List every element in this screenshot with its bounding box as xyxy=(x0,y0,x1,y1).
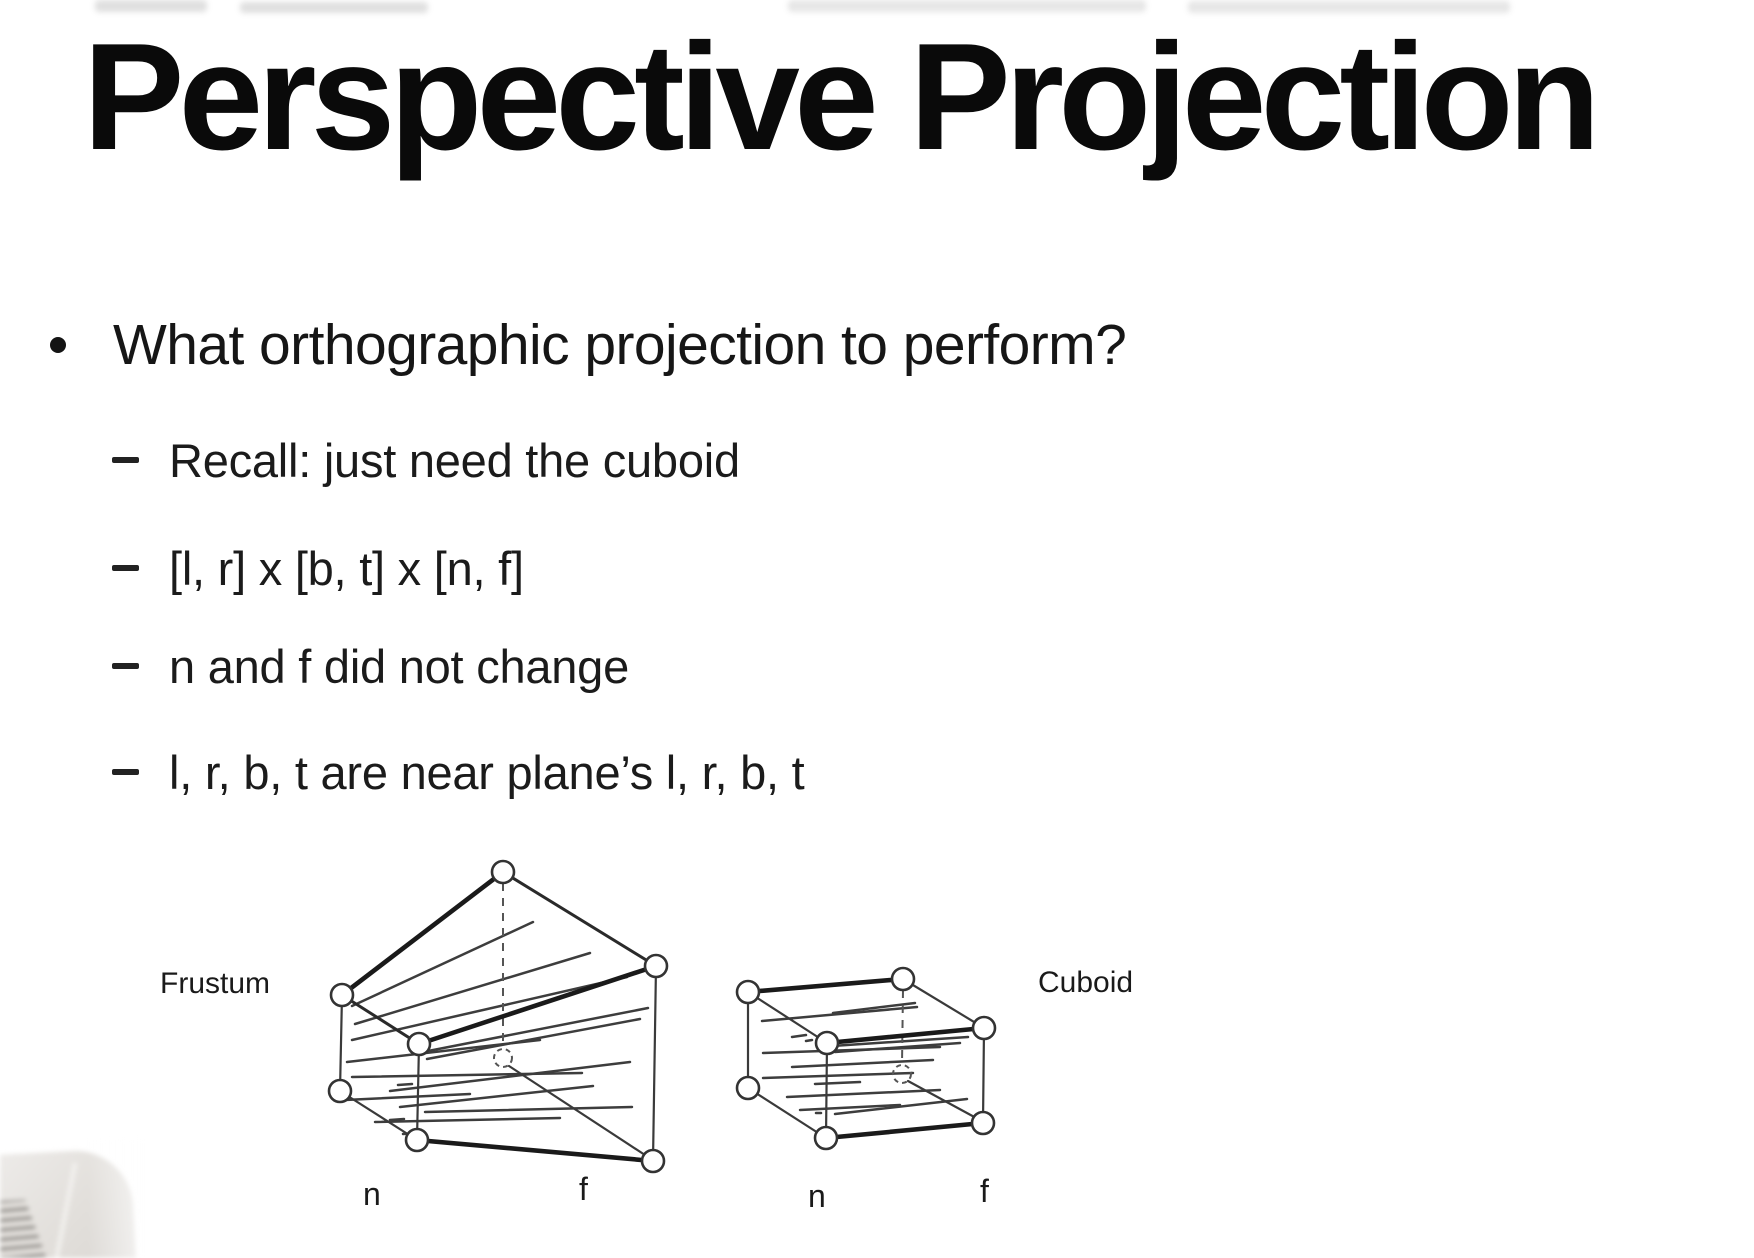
corner-photo-overlay xyxy=(0,1138,160,1258)
slide-title: Perspective Projection xyxy=(83,12,1595,182)
cuboid-vertex xyxy=(737,1077,759,1099)
corner-photo-body xyxy=(0,1148,138,1258)
cuboid-vertex xyxy=(815,1127,837,1149)
frustum-hidden-vertex xyxy=(494,1049,512,1067)
frustum-figure xyxy=(329,861,667,1172)
sub-bullet-text: l, r, b, t are near plane’s l, r, b, t xyxy=(169,745,805,799)
cuboid-figure xyxy=(737,968,995,1149)
frustum-label: Frustum xyxy=(160,967,271,1000)
corner-photo-highlight xyxy=(48,1162,78,1258)
cuboid-near-label: n xyxy=(808,1178,826,1214)
corner-photo-stripes xyxy=(0,1198,57,1258)
cuboid-vertex xyxy=(972,1112,994,1134)
cuboid-label: Cuboid xyxy=(1038,966,1134,999)
frustum-vertex xyxy=(406,1129,428,1151)
cuboid-vertex xyxy=(973,1017,995,1039)
frustum-vertex xyxy=(492,861,514,883)
sub-bullet-text: Recall: just need the cuboid xyxy=(169,433,740,487)
frustum-vertex xyxy=(329,1080,351,1102)
frustum-vertex xyxy=(408,1033,430,1055)
main-bullet-text: What orthographic projection to perform? xyxy=(113,313,1127,377)
cuboid-vertex xyxy=(816,1032,838,1054)
cuboid-vertex xyxy=(737,981,759,1003)
frustum-vertex xyxy=(642,1150,664,1172)
cuboid-vertex xyxy=(892,968,914,990)
frustum-near-label: n xyxy=(363,1176,381,1212)
cuboid-far-label: f xyxy=(980,1173,989,1209)
frustum-vertex xyxy=(331,984,353,1006)
sub-bullet-text: n and f did not change xyxy=(169,639,629,693)
frustum-far-label: f xyxy=(579,1171,588,1207)
frustum-vertex xyxy=(645,955,667,977)
sub-bullet-text: [l, r] x [b, t] x [n, f] xyxy=(169,541,524,595)
